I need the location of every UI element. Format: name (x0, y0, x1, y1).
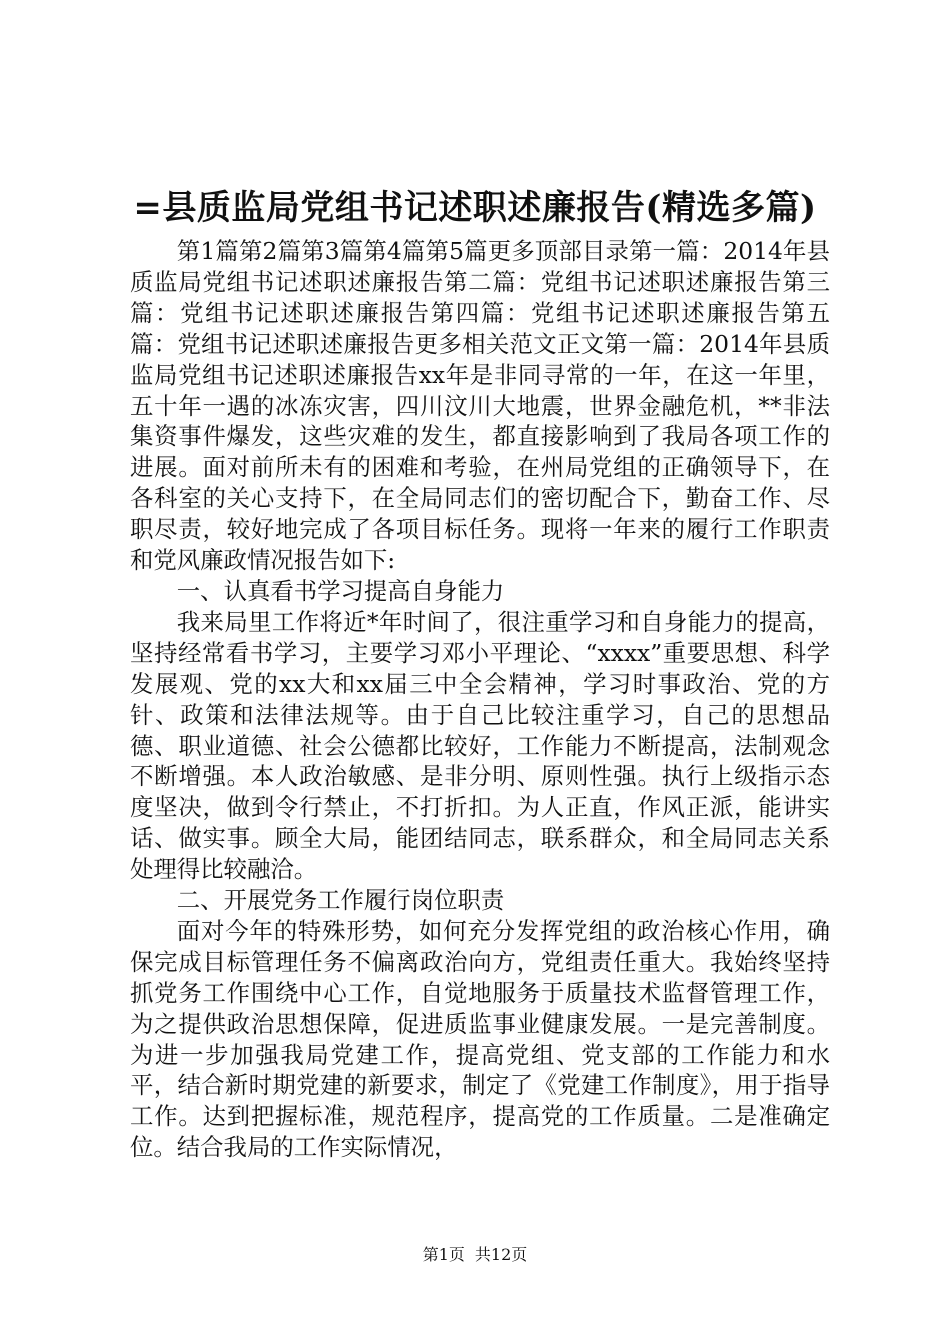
page-number: 第1页 (422, 1245, 465, 1264)
paragraph-intro: 第1篇第2篇第3篇第4篇第5篇更多顶部目录第一篇：2014年县质监局党组书记述职述廉报告第二篇：党组书记述职述廉报告第三篇：党组书记述职述廉报告第四篇：党组书记述职述廉报告第五篇：党组书记述职述廉报告更多相关范文正文第一篇：2014年县质监局党组书记述职述廉报告xx年是非同寻常的一年，在这一年里，五十年一遇的冰冻灾害，四川汶川大地震，世界金融危机，**非法集资事件爆发，这些灾难的发生，都直接影响到了我局各项工作的进展。面对前所未有的困难和考验，在州局党组的正确领导下，在各科室的关心支持下，在全局同志们的密切配合下，勤奋工作、尽职尽责，较好地完成了各项目标任务。现将一年来的履行工作职责和党风廉政情况报告如下: (130, 237, 830, 575)
document-body (130, 236, 830, 1163)
document-title: =县质监局党组书记述职述廉报告(精选多篇) (133, 188, 817, 228)
section-heading-1: 一、认真看书学习提高自身能力 (176, 576, 505, 605)
paragraph-section-1: 我来局里工作将近*年时间了，很注重学习和自身能力的提高，坚持经常看书学习，主要学习邓小平理论、“xxxx”重要思想、科学发展观、党的xx大和xx届三中全会精神，学习时事政治、党的方针、政策和法律法规等。由于自己比较注重学习，自己的思想品德、职业道德、社会公德都比较好，工作能力不断提高，法制观念不断增强。本人政治敏感、是非分明、原则性强。执行上级指示态度坚决，做到令行禁止，不打折扣。为人正直，作风正派，能讲实话、做实事。顾全大局，能团结同志，联系群众，和全局同志关系处理得比较融洽。 (130, 607, 830, 884)
paragraph-section-2: 面对今年的特殊形势，如何充分发挥党组的政治核心作用，确保完成目标管理任务不偏离政治向方，党组责任重大。我始终坚持抓党务工作围绕中心工作，自觉地服务于质量技术监督管理工作，为之提供政治思想保障，促进质监事业健康发展。一是完善制度。为进一步加强我局党建工作，提高党组、党支部的工作能力和水平，结合新时期党建的新要求，制定了《党建工作制度》，用于指导工作。达到把握标准，规范程序，提高党的工作质量。二是准确定位。结合我局的工作实际情况， (130, 916, 830, 1162)
section-heading-2: 二、开展党务工作履行岗位职责 (176, 886, 505, 915)
page-total: 共12页 (474, 1245, 528, 1264)
page-footer (0, 1244, 950, 1266)
